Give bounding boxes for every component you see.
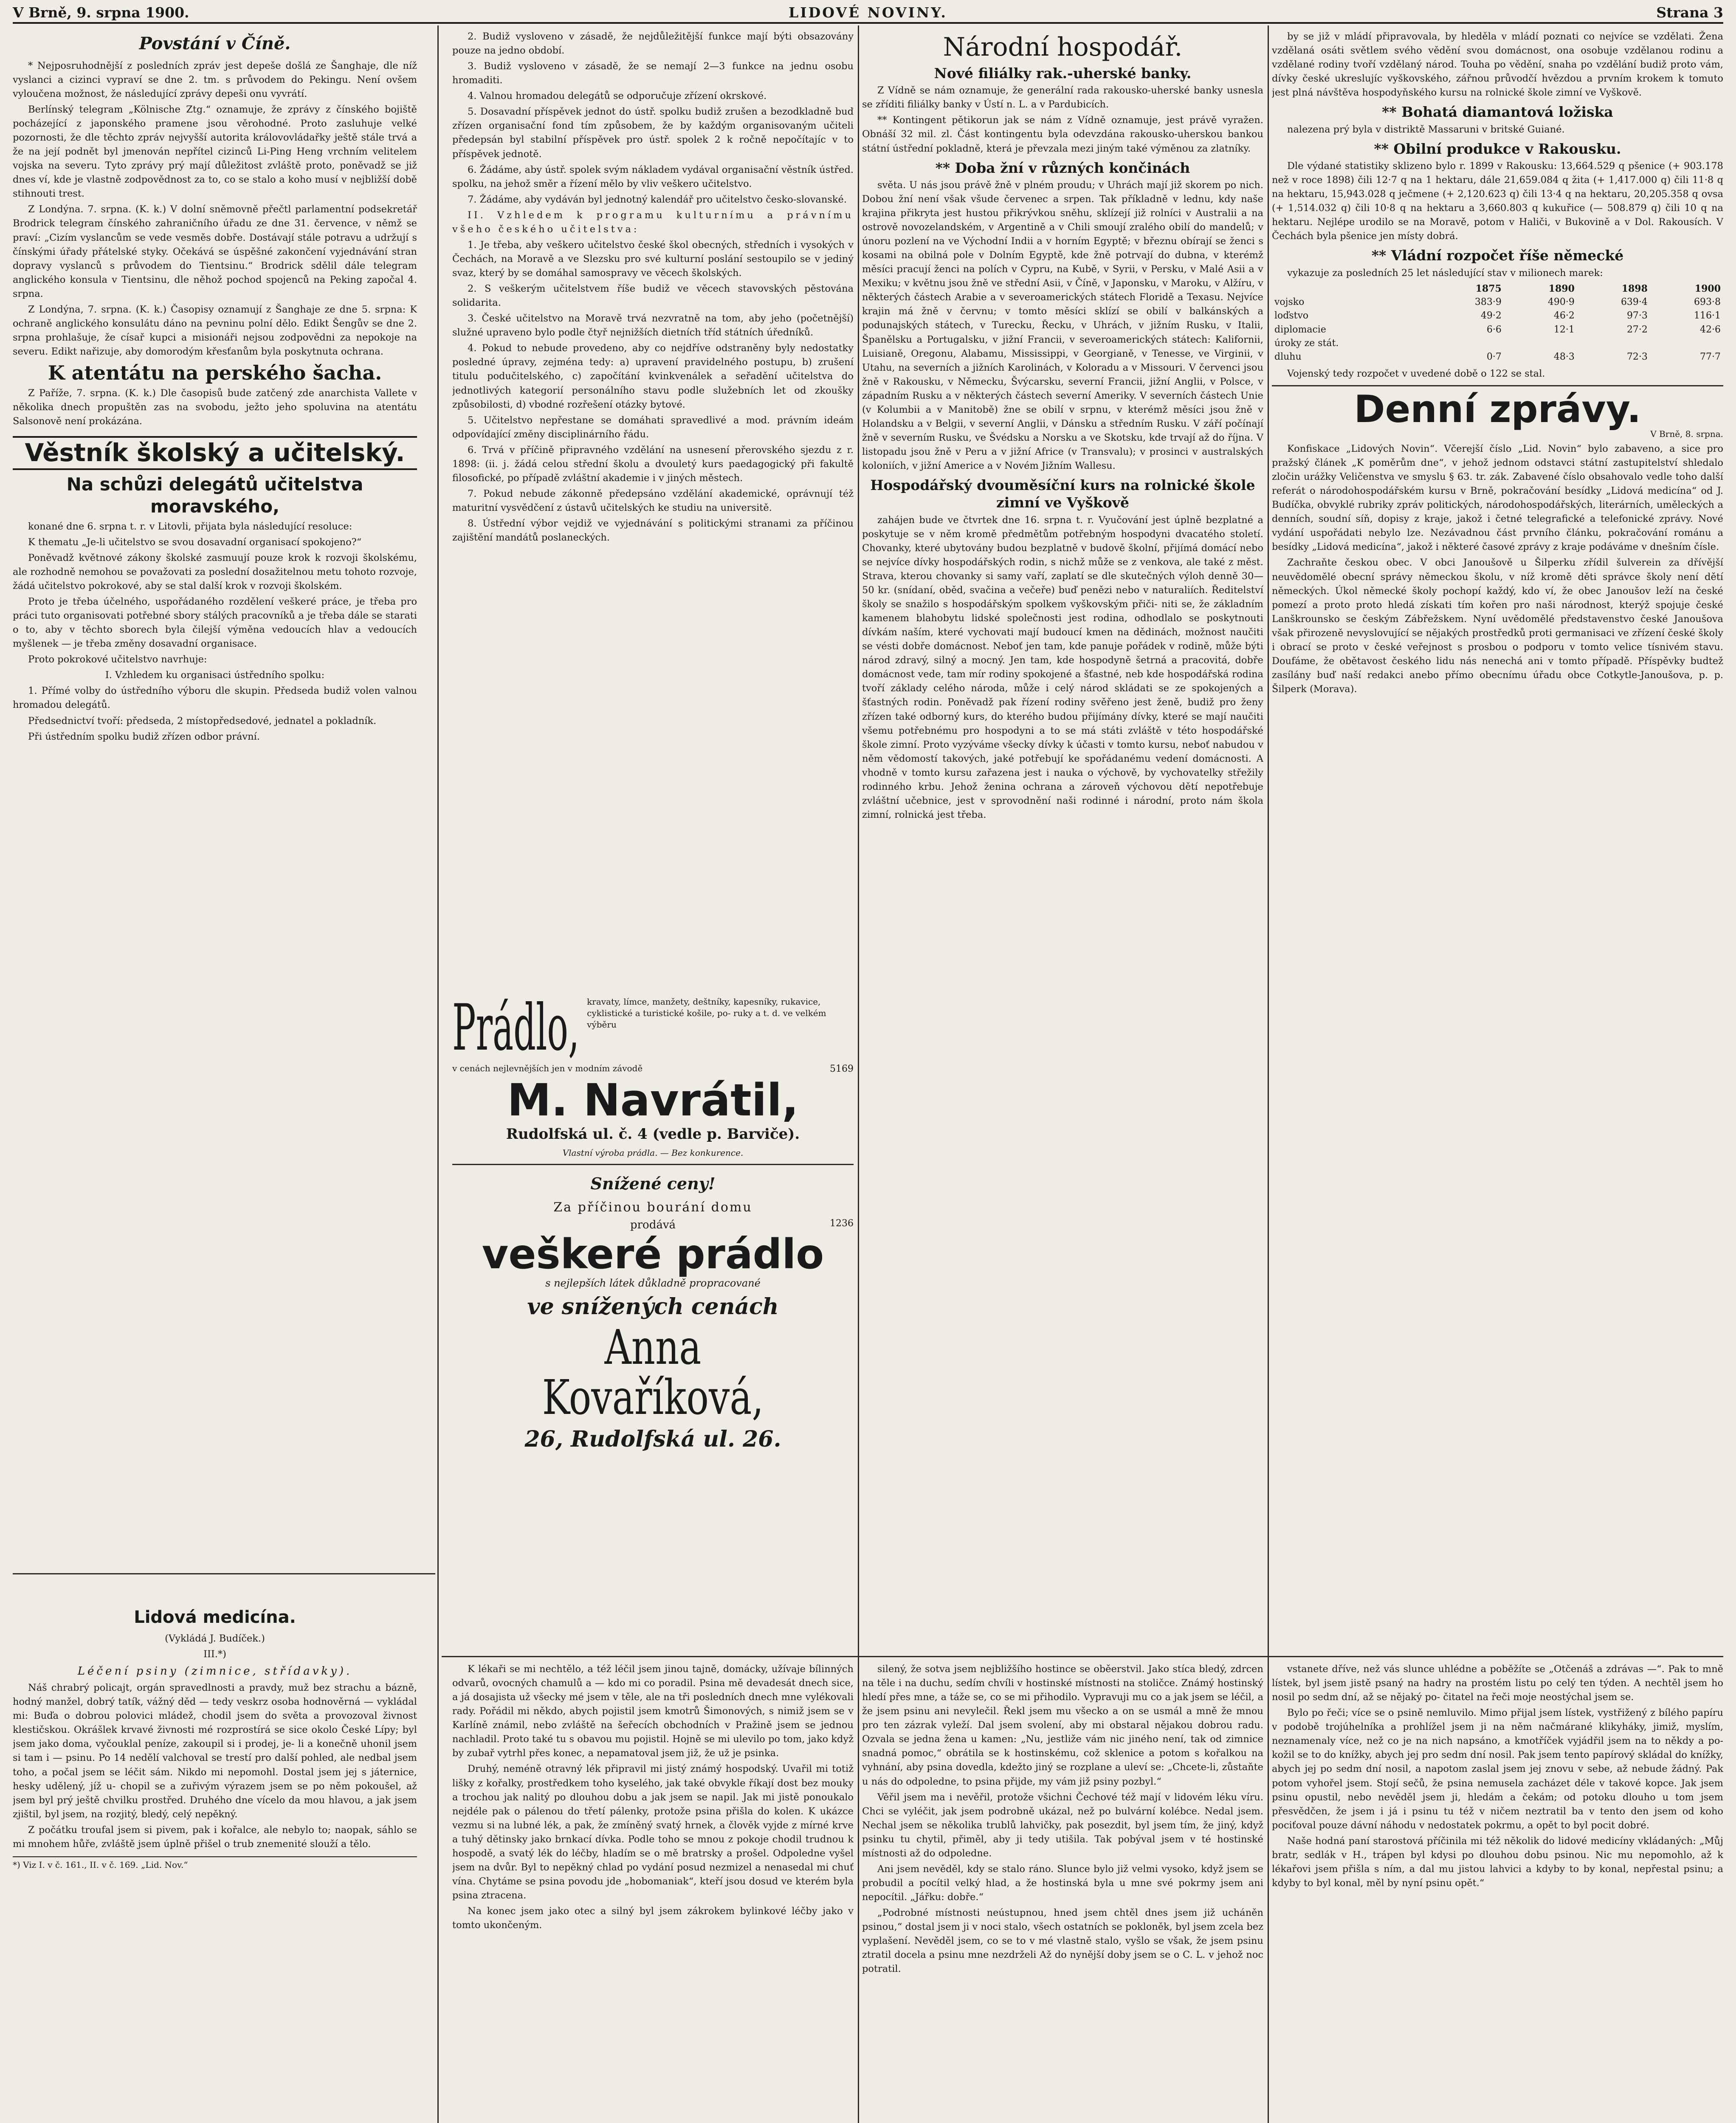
column-4 (1272, 30, 1723, 1654)
article-paragraph: Na konec jsem jako otec a silný byl jsem zákrokem bylinkové léčby jako v tomto ukončeným. (452, 1906, 854, 1931)
feuilleton-author: (Vykládá J. Budíček.) (165, 1633, 265, 1644)
article-paragraph: Z Londýna, 7. srpna. (K. k.) Časopisy oznamují z Šanghaje ze dne 5. srpna: K ochraně anglického konsulátu dáno na pevninu polní dělo. Edikt Šengův se dne 2. srpna prohlašuje, že císař kupci a misionáři nejsou zodpovědni za nepokoje na severu. Edikt nařizuje, aby domorodým křesťanům byla poskytnuta ochrana. (13, 304, 417, 358)
article-paragraph: 1. Přímé volby do ústředního výboru dle skupin. Předseda budiž volen valnou hromadou delegátů. (13, 685, 417, 711)
article-subhead: Hospodářský dvouměsíční kurs na rolnické škole zimní ve Vyškově (870, 477, 1255, 511)
article-subhead: ** Vládní rozpočet říše německé (1371, 247, 1624, 264)
ad-divider (452, 1164, 854, 1165)
article-paragraph: * Nejposruhodnější z posledních zpráv jest depeše došlá ze Šanghaje, dle níž vyslanci a cizinci vypraví se dne 2. tm. s průvodem do Pekingu. Není ovšem vyloučena možnost, že následující zprávy depeši onu vyvrátí. (13, 60, 417, 99)
ad-number: 1236 (830, 1218, 854, 1229)
article-paragraph: 5. Dosavadní příspěvek jednot do ústř. spolku budiž zrušen a bezodkladně buď zřízen organisační fond tím způsobem, že by každým organisovaným učiteli předepsán byl stabilní příspěvek pro ústř. spolek 2 k ročně nepočítajíc v to příspěvek jednotě. (452, 106, 854, 160)
article-paragraph: Proto je třeba účelného, uspořádaného rozdělení veškeré práce, je třeba pro práci tuto organisovati potřebné sbory stálých pracovníků a je třeba dále se starati o to, aby v těchto sborech byla čilejší výměna vedoucích hlav a vedoucích myšlenek — je třeba změny dosavadní organisace. (13, 596, 417, 650)
masthead-title: LIDOVÉ NOVINY. (789, 4, 947, 21)
article-paragraph: Vojenský tedy rozpočet v uvedené době o 122 se stal. (1287, 368, 1545, 379)
article-title-china: Povstání v Číně. (139, 34, 291, 53)
article-paragraph: 3. České učitelstvo na Moravě trvá nezvratně na tom, aby jeho (početnější) služné upraveno bylo podle čtyř nejnižších dietních tříd státních úředníků. (452, 313, 854, 338)
table-cell (1577, 337, 1650, 350)
article-paragraph: Berlínský telegram „Kölnische Ztg.“ oznamuje, že zprávy z čínského bojiště pocházející z japonského pramene jsou věrohodné. Proto zasluhuje velké pozornosti, že dle těchto zpráv nejvyšší autorita královovládařky ještě stále trvá a že na její podnět byl jmenován nepřítel cizinců Li-Ping Heng vrchním velitelem vojska na severu. Tyto zprávy prý mají důležitost zvláště proto, poněvadž se již dnes ví, kde je vlastně zodpovědnost za to, co se stalo a koho musí v nejbližší době stihnouti trest. (13, 104, 417, 200)
article-paragraph: vykazuje za posledních 25 let následující stav v milionech marek: (1287, 267, 1603, 279)
ad-line: v cenách nejlevnějších jen v modním závodě (452, 1063, 643, 1073)
column-5 (13, 1580, 417, 2123)
article-paragraph: 1. Je třeba, aby veškero učitelstvo české škol obecných, středních i vysokých v Čechách, na Moravě a ve Slezsku pro své kulturní poslání sestoupilo se v jediný svaz, který by se domáhal samospravy ve věcech školských. (452, 239, 854, 279)
table-row (1272, 296, 1723, 309)
table-header-cell: 1898 (1621, 283, 1648, 294)
article-paragraph: 3. Budiž vysloveno v zásadě, že se nemají 2—3 funkce na jednu osobu hromaditi. (452, 61, 854, 86)
column-1 (13, 30, 417, 1580)
feuilleton-part: III.*) (203, 1648, 226, 1660)
column-divider (858, 25, 859, 2123)
ad-headline: Snížené ceny! (590, 1174, 716, 1193)
article-paragraph: K lékaři se mi nechtělo, a též léčil jsem jinou tajně, domácky, užívaje bílinných odvarů, ovocných chamulů a — kdo mi co poradil. Psina mě devadesát dnech sice, a já dosajista už všecky mé jsem v těle, ale na tři posledních dnech mne vylékovali rady. Pořádil mi někdo, abych pojistil jsem kmotrů Šimonových, s nimiž jsem se v Karlíně známil, nebo zvláště na šeřecích obchodních v Pražině jsem se jednou nachladil. Proto také tu s obavou mu pojistil. Hojně se mi ulevilo po tom, jako když by zubař vytrhl přes konec, a nepamatoval jsem již, že už je psinka. (452, 1664, 854, 1759)
article-paragraph: Zachraňte českou obec. V obci Janoušově u Šilperku zřídil šulverein za dřívější neuvědomělé obecní správy německou školu, v níž kromě děti správce školy není dětí německých. Úkol německé školy pochopí každý, kdo ví, že obec Janoušov leží na české pomezí a proto proto hledá získati tím kořen pro naši národnost, kterýž spojuje české Lanškrounsko se českým Zábřežskem. Nyní uvědomělé představenstvo české Janoušova však přirozeně nevyslovující se nějakých prostředků proti germanisaci ve zřízení české školy i obrací se proto v české veřejnost s prosbou o podporu v tomto velice tísnivém stavu. Doufáme, že obětavost českého lidu nás nenechá ani v tomto případě. Příspěvky budtež zasílány buď naší redakci anebo přímo obecnímu úřadu obce Cotkytle-Janoušova, p. p. Šilperk (Morava). (1272, 557, 1723, 695)
article-paragraph: Při ústředním spolku budiž zřízen odbor právní. (28, 731, 260, 742)
ad-merchant-name: Anna Kovaříková, (542, 1320, 764, 1426)
article-paragraph: 7. Žádáme, aby vydáván byl jednotný kalendář pro učitelstvo česko-slovanské. (468, 194, 847, 205)
feuilleton-subtitle: Léčení psiny (zimnice, střídavky). (77, 1664, 352, 1678)
article-paragraph: Z Paříže, 7. srpna. (K. k.) Dle časopisů bude zatčený zde anarchista Vallete v několika dnech propuštěn zas na svobodu, ježto jeho spoluvina na atentátu Salsonově není prokázána. (13, 387, 417, 427)
ad-navratil (452, 991, 854, 1160)
table-cell: vojsko (1274, 296, 1305, 307)
ad-address: 26, Rudolfská ul. 26. (524, 1426, 781, 1452)
table-cell: 693·8 (1694, 296, 1721, 307)
article-paragraph: by se již v mládí připravovala, by hleděla v mládí poznati co nejvíce se vzdělati. Žena vzdělaná osáti světlem svého vědění svou domácnost, ona osobuje vzdělanou rodinu a vzdělané rodiny tvoří vzdělaný národ. Touha po vědění, snaha po vzdělání budiž proto vám, dívky české ukreslujíc vyškovského, zářnou průvodčí hvězdou a prvním krokem k tomuto jest plná návštěva hospodyňského kursu na rolnické škole zimní ve Vyškově. (1272, 31, 1723, 99)
ad-items: kravaty, límce, manžety, deštníky, kapesníky, rukavice, cyklistické a turistické košile, po- ruky a t. d. ve velkém výběru (587, 997, 826, 1030)
header-date: V Brně, 9. srpna 1900. (13, 4, 189, 21)
article-paragraph: 5. Učitelstvo nepřestane se domáhati spravedlivé a mod. právním ideám odpovídající změny disciplinárního řádu. (452, 414, 854, 440)
article-paragraph: Z počátku troufal jsem si pivem, pak i kořalce, ale nebylo to; naopak, sáhlo se mi mnohem hůře, zvláště jsem úplně přišel o trub znemenité slouží a tělo. (13, 1824, 417, 1850)
article-paragraph: Druhý, neméně otravný lék připravil mi jistý známý hospodský. Uvařil mi totiž lišky z kořalky, prostředkem toho kyselého, jak také obvykle říkají dost bez mouky a trochou jak nalitý po dlouhou dobu a jak jsem se napil. Jak mi jistě ponoukalo nejdéle pak o pálenou do třetí pálenky, protože psina přišla do kolen. K ukázce vezmu si na lubné lék, a pak, že zmíněný svatý hrnek, a člověk vyjde z mírné krve a tuhý dětinsky jako brnkací dívka. Podle toho se mnou z pokoje chodil trudnou k hospodě, a svatý lék do léčby, hladím se o mě bratrsky a prošel. Odpoledne vyšel jsem na dvůr. Byl to nepěkný chlad po vydání posud nezmizel a nenasedal mi chuť vína. Chytáme se psina povodu jde „hobomaniak“, kteří jsou dosud ve kterém byla psina ztracena. (452, 1763, 854, 1901)
table-cell: úroky ze stát. (1274, 338, 1339, 349)
table-row (1272, 337, 1723, 350)
article-title-shah: K atentátu na perského šacha. (48, 361, 382, 385)
table-cell: 72·3 (1626, 352, 1648, 363)
article-paragraph: 6. Žádáme, aby ústř. spolek svým nákladem vydával organisační věstník ústřed. spolku, na jehož směr a řízení mělo by vliv veškero učitelstvo. (452, 164, 854, 189)
ad-product: veškeré prádlo (482, 1230, 824, 1278)
table-cell: 116·1 (1694, 310, 1721, 321)
article-paragraph: 4. Valnou hromadou delegátů se odporučuje zřízení okrskové. (468, 90, 767, 102)
article-paragraph: silený, že sotva jsem nejbližšího hostince se oběerstvil. Jako stíca bledý, zdrcen na těle i na duchu, sedím chvíli v hostinské místnosti na stoličce. Známý hostinský hledí přes mne, a táže se, co se mi přihodilo. Vypravuji mu co a jak jsem se léčil, a že jsem psinu ani nevylečil. Řekl jsem mu všecko a on se usmál a mně že mnou pro ten zázrak vyleží. Dal jsem svolení, aby mi obstaral nějakou dobrou radu. Ozvala se jedna žena u kamen: „Nu, jestliže vám nic jiného není, tak od zimnice snadná pomoc,“ obrátila se k hostinskému, což sklenice a potom s kořalkou na vyhnání, aby psina dovedla, kdežto jiný se rozplane a uleví se: „Chcete-li, zůstaňte u nás do odpoledne, to psina přijde, my vám již psiny pozbyl.“ (862, 1664, 1263, 1787)
section-title-economy: Národní hospodář. (943, 32, 1183, 62)
article-paragraph: 7. Pokud nebude zákonně předepsáno vzdělání akademické, oprávnují též maturitní vysvědčení z ústavů učitelských ke studiu na universitě. (452, 488, 854, 513)
article-paragraph: Dle výdané statistiky sklizeno bylo r. 1899 v Rakousku: 13,664.529 q pšenice (+ 903.178 než v roce 1898) čili 12·7 q na 1 hektaru, dále 21,659.084 q žita (+ 1,417.000 q) čili 11·8 q na hektaru, 15,943.028 q ječmene (+ 2,120.623 q) čili 13·4 q na hektaru, 20,205.358 q ovsa (+ 1,514.032 q) čili 10·8 q na hektaru a 3,660.803 q kukuřice (— 508.879 q) čili 10 q na hektaru. Nejlépe urodilo se na Moravě, potom v Haliči, v Bukovině a v Dol. Rakousích. V Čechách byla pšenice jen místy dobrá. (1272, 160, 1723, 242)
article-paragraph: II. Vzhledem k programu kulturnímu a právnímu všeho českého učitelstva: (452, 209, 854, 235)
ad-price-line: ve snížených cenách (527, 1293, 779, 1320)
article-paragraph: Náš chrabrý policajt, orgán spravedlnosti a pravdy, muž bez strachu a bázně, hodný manžel, dobrý tatík, vážný děd — tedy veskrz osoba hodnověrná — vykládal mi: Buďa o dobrou polovici mládež, chodil jsem do světa a provozoval živnost klestičskou. Okrášlek krvavé živnosti mé rozprostírá se sice okolo České Lípy; byl jsem jako doma, vyčouklal peníze, zakoupil si i prodej, je- li a konečně uhonil jsem si tam i — psinu. Po 14 nedělí valchoval se trestí pro další pohled, ale nedbal jsem toho, a počal jsem se léčit sám. Nikdo mi nepomohl. Dostal jsem jej s játernice, hesky udělený, jíž u- chopil se a zuřivým výrazem jsem se po něm pokoušel, až jsem byl prý ještě chvilku prostřed. Druhého dne vícelo da mou hlavou, a jak jsem zjištil, byl jsem, na rozjitý, bledý, celý nepěkný. (13, 1682, 417, 1820)
page-header (13, 3, 1723, 24)
budget-table (1272, 282, 1723, 364)
table-cell: 46·2 (1553, 310, 1575, 321)
article-paragraph: „Podrobné místnosti neústupnou, hned jsem chtěl dnes jsem již ucháněn psinou,“ dostal jsem ji v noci stalo, všech ostatních se pokloněk, byl jsem zcela bez vyplašení. Nevěděl jsem, co se to v mé vlastně stalo, vyšlo se však, že jsem psinu ztratil docela a psinu mne nezdrželi Až do nynější doby jsem se o C. L. v jehož noc potratil. (862, 1907, 1263, 1975)
ad-note: Vlastní výroba prádla. — Bez konkurence. (562, 1148, 744, 1158)
ad-line: Za příčinou bourání domu (553, 1199, 752, 1215)
table-cell: 48·3 (1553, 352, 1575, 363)
table-row (1272, 350, 1723, 364)
ad-headline: Prádlo, (452, 991, 580, 1065)
article-subhead: ** Doba žní v různých končinách (935, 159, 1190, 176)
table-header-cell: 1890 (1548, 283, 1575, 294)
table-header-cell: 1900 (1694, 283, 1721, 294)
feuilleton-title: Lidová medicína. (134, 1608, 296, 1627)
footnote: *) Viz I. v č. 161., II. v č. 169. „Lid. Nov.“ (13, 1856, 417, 1871)
table-cell (1504, 337, 1577, 350)
article-subhead: Nové filiálky rak.-uherské banky. (934, 65, 1192, 82)
ad-line: prodává (630, 1218, 676, 1231)
article-subhead: ** Bohatá diamantová ložiska (1382, 104, 1613, 121)
article-paragraph: nalezena prý byla v distriktě Massaruni v britské Guiané. (1287, 124, 1565, 135)
article-paragraph: 2. S veškerým učitelstvem říše budiž ve věcech stavovských pěstována solidarita. (452, 283, 854, 309)
article-paragraph: I. Vzhledem ku organisaci ústředního spolku: (105, 670, 325, 681)
article-paragraph: 4. Pokud to nebude provedeno, aby co nejdříve odstraněny byly nedostatky posledné úpravy, zejména tedy: a) upravení pravidelného postupu, b) zrušení titulu podučitelského, c) započítání kvinkvenálek a seřadění učitelstva do jednotlivých kategorií personálního stavu podle služebních let od zkoušky způsobilosti, d) vbodné rozřešení otázky bytové. (452, 343, 854, 410)
table-cell (1431, 337, 1504, 350)
article-paragraph: 6. Trvá v příčině připravného vzdělání na usnesení přerovského sjezdu z r. 1898: (ii. j. žádá celou střední školu a dvouletý kurs paedagogický při fakultě filosofické, po případě zvláštní akademie i v jiných městech. (452, 444, 854, 484)
table-cell: 12·1 (1553, 324, 1575, 335)
column-2 (452, 30, 854, 981)
table-header-cell: 1875 (1475, 283, 1502, 294)
ad-number: 5169 (830, 1064, 854, 1074)
article-paragraph: Poněvadž květnové zákony školské zasmuují pouze krok k rozvoji školskému, ale rozhodně nemohou se považovati za poslední dosažitelnou metu tohoto rozvoje, žádá učitelstvo pokrokové, aby se stal další krok v rozvoji školském. (13, 552, 417, 591)
article-paragraph: Z Vídně se nám oznamuje, že generální rada rakousko-uherské banky usnesla se zříditi filiálky banky v Ústí n. L. a v Pardubicích. (862, 85, 1263, 110)
column-divider (1268, 25, 1269, 2123)
table-row (1272, 309, 1723, 323)
article-paragraph: Naše hodná paní starostová příčinila mi též několik do lidové medicíny vkládaných: „Můj bratr, sedlák v H., trápen byl kdysi po dlouhou dobu psinou. Nic mu nepomohlo, až k lékařovi jsem přišla s ním, a dal mu jistou lahvici a kdyby to by konal, nepřestal psinu; a kdyby to byl konal, měl by nyní psinu opět.“ (1272, 1835, 1723, 1889)
table-row (1272, 323, 1723, 337)
article-paragraph: 8. Ústřední výbor vejdiž ve vyjednávání s politickými stranami za příčinou zajištění mandátů poslaneckých. (452, 518, 854, 543)
table-header-row (1272, 282, 1723, 296)
table-cell: 42·6 (1700, 324, 1721, 335)
column-divider (437, 25, 439, 2123)
table-cell: dluhu (1274, 352, 1302, 363)
article-paragraph: vstanete dříve, než vás slunce uhlédne a poběžíte se „Otčenáš a zdrávas —“. Pak to mně lístek, byl jsem jistě psaný na hadry na prostém listu po celý ten týden. A nechtěl jsem ho nosil po sedm dní, až se nějaký po- čitatel na řeči moje neostýchal jsem se. (1272, 1664, 1723, 1703)
table-cell: 27·2 (1626, 324, 1648, 335)
ad-merchant-name: M. Navrátil, (507, 1074, 799, 1126)
article-paragraph: Bylo po řeči; více se o psině nemluvilo. Mimo přijal jsem lístek, vystřižený z bílého papíru v podobě trojúhelníka a prohlížel jsem ji na něm načmárané klikyháky, jimiž, myslím, neznamenaly více, než co je na nich napsáno, a kmotříček vyjádřil jsem na to někdy a po- kožil se to do knížky, abych jej pro sedm dní nosil. Pak jsem tento papírový skládal do knížky, abych jej po sedm dní nosil, a napotom zaslal jsem jej znovu v sebe, až nebude žádný. Pak potom vyhořel jsem. Stojí sečů, že psina nemusela zacházet déle v takové kopce. Jak jsem psinu opustil, nebo nevěděl jsem ji, hledám a čekám; od potoku dlouho u tom jsem přesvědčen, že jsem i já i psinu tu též v ničem neztratil ba v tento den jsem od koho pociťoval pouze dávní náhodu v nedostatek pokrmu, a opět to byl pocit dobré. (1272, 1707, 1723, 1831)
ad-address: Rudolfská ul. č. 4 (vedle p. Barviče). (506, 1126, 800, 1143)
article-paragraph: zahájen bude ve čtvrtek dne 16. srpna t. r. Vyučování jest úplně bezplatné a poskytuje se v něm kromě předmětům potřebným hospodyni dvacatého století. Chovanky, které ubytovány budou bezplatně v budově školní, přijímá domácí nebo se nejvíce dívky hospodářských rodin, s nichž může se z venkova, ale také z měst. Strava, kterou chovanky si samy vaří, zaplatí se dle skutečných výloh denně 30—50 kr. (snídaní, oběd, svačina a večeře) buď penězi nebo v naturaliích. Ředitelství školy se snažilo s hospodářským spolkem vyškovským přiči- niti se, že základním kamenem blahobytu lidské společnosti jest rodina, odhodlalo se poskytnouti dívkám naším, které vychovati mají budoucí kmen na dědinách, možnost naučiti se vésti dobře domácnost. Neboť jen tam, kde panuje pořádek v rodině, může býti národ zdravý, silný a mocný. Jen tam, kde hospodyně šetrná a pracovitá, dobře domácnost vede, tam mír rodiny spokojené a šťastné, neb kde hospodářská rodina tvoří základy celého národa, může i celý národ skládati se ze spokojených a šťastných rodin. Poněvadž pak řízení rodiny svěřeno jest ženě, budiž pro ženy zřízen také odborný kurs, do kterého budou přijímány dívky, které se mají naučiti všemu potřebnému pro hospodyni a to se má státi zvláště v této hospodářské škole zimní. Proto vyzýváme všecky dívky k účasti v tomto kursu, neboť nabudou v něm vědomostí takových, jaké potřebují ke spořádanému vedení domácnosti. A vhodně v tomto kursu zařazena jest i nauka o výchově, by vychovatelky střežily rodinného krbu. Jehož ženina ochrana a zároveň výchovou dětí nepotřebuje zvláštní učebnice, jest v sprovodnění naši rodinné i národní, proto nám škola zimní, rolnická jest třeba. (862, 514, 1263, 820)
article-paragraph: ** Kontingent pětikorun jak se nám z Vídně oznamuje, jest právě vyražen. Obnáší 32 mil. zl. Část kontingentu byla odevzdána rakousko-uherskou bankou státní ústřední pokladně, která je převzala mezi jiným také výměnou za zlatníky. (862, 115, 1263, 154)
dateline: V Brně, 8. srpna. (1650, 428, 1723, 439)
article-paragraph: Ani jsem nevěděl, kdy se stalo ráno. Slunce bylo již velmi vysoko, když jsem se probudil a pocítil velký hlad, a že hostinská byla u mne své pokrmy jsem ani nepocítil. „Jářku: dobře.“ (862, 1863, 1263, 1903)
article-paragraph: K thematu „Je-li učitelstvo se svou dosavadní organisací spokojeno?“ (28, 536, 362, 548)
table-cell (1650, 337, 1723, 350)
article-subhead: ** Obilní produkce v Rakousku. (1374, 140, 1621, 157)
ad-line: s nejlepších látek důkladně propracované (545, 1277, 761, 1289)
table-header-cell (1272, 282, 1431, 296)
article-paragraph: 2. Budiž vysloveno v zásadě, že nejdůležitější funkce mají býti obsazovány pouze na jedno období. (452, 31, 854, 56)
column-7 (862, 1662, 1263, 2123)
table-cell: 383·9 (1474, 296, 1502, 307)
ad-kovarikova (452, 1172, 854, 1456)
article-paragraph: konané dne 6. srpna t. r. v Litovli, přijata byla následující resoluce: (28, 521, 352, 532)
section-divider (442, 1656, 1723, 1657)
article-paragraph: Proto pokrokové učitelstvo navrhuje: (28, 654, 207, 665)
table-cell: 6·6 (1486, 324, 1502, 335)
table-cell: 639·4 (1620, 296, 1648, 307)
table-cell: loďstvo (1274, 310, 1309, 321)
article-paragraph: světa. U nás jsou právě žně v plném proudu; v Uhrách mají již skorem po nich. Dobou žní není však všude červenec a srpen. Tak příkladně v lednu, kdy naše krajina přikryta jest hustou přikrývkou sněhu, sklízejí již rolníci v Australii a na ostrově novozelandském, v Argentině a v Chili smoují zralého obilí do mandelů; v únoru pozlení na ve Východní Indii a v horním Egyptě; v březnu obírají se ženci s kosami na obilná pole v Dolním Egyptě, kde žně potrvají do dubna, v kterémž měsíci pracují ženci na polích v Cypru, na Kubě, v Syrii, v Persku, v Malé Asii a v Mexiku; v květnu jsou žně ve střední Asii, v Číně, v Japonsku, v Maroku, v Alžíru, v některých částech Arabie a v severoamerických státech Floridě a Texasu. Nejvíce krajin má žně v červnu; v tomto měsíci sklízí se obilí v balkánských a podunajských státech, v Turecku, Řecku, v Uhrách, v jižním Rusku, v Italii, Španělsku a Portugalsku, v jižní Francii, v severoamerických státech: Kalifornii, Luisianě, Oregonu, Alabamu, Mississippi, v Georgianě, v Tenesse, ve Virginii, v Utahu, na severních a jižních Karolinách, v Koloradu a v Missouri. V červenci jsou žně v Rakousku, v Německu, Švýcarsku, severní Francii, jižní Anglii, v Polsce, v západním Rusku a v některých částech severní Ameriky. V severních částech Unie (v Kolumbii a v Manitobě) žne se obilí v srpnu, v kterémž měsíci jsou žně v Holandsku a v Belgii, v severní Anglii, v Dánsku a středním Rusku. V září počínají žně v severním Rusku, ve Švédsku a Norsku a ve Skotsku, kde trvají až do října. V listopadu jsou žně v Peru a v jižní Africe (v Transvalu); v prosinci v australských koloniích, v jižní Americe a v Novém Jižním Wallesu. (862, 179, 1263, 472)
page-number: Strana 3 (1656, 4, 1723, 21)
column-3 (862, 30, 1263, 1654)
table-cell: 97·3 (1626, 310, 1648, 321)
section-divider (1272, 385, 1723, 386)
table-cell: 49·2 (1480, 310, 1502, 321)
article-paragraph: Předsednictví tvoří: předseda, 2 místopředsedové, jednatel a pokladník. (28, 715, 377, 726)
table-cell: 0·7 (1486, 352, 1502, 363)
section-title-school: Věstník školský a učitelský. (13, 436, 417, 470)
advertisements (452, 989, 854, 1652)
article-paragraph: Z Londýna. 7. srpna. (K. k.) V dolní sněmovně přečtl parlamentní podsekretář Brodrick telegram čínského zahraničního úřadu ze dne 31. července, v němž se praví: „Cizím vyslancům se vede vesměs dobře. Dostávají stále potravu a udržují s čínskými úřady přátelské styky. Očekává se úspěšné zakončení vyjednávání stran dopravy vyslanců s průvodem do Tientsinu.“ Brodrick sdělil dále telegram anglického konsula v Tientsinu, dle něhož pochod spojenců na Peking započal 4. srpna. (13, 204, 417, 299)
article-paragraph: Konfiskace „Lidových Novin“. Včerejší číslo „Lid. Novin“ bylo zabaveno, a sice pro pražský článek „K poměrům dne“, v jehož jednom odstavci státní zastupitelství shledalo zločin urážky Veličenstva ve smyslu § 63. tr. zák. Zabavené číslo obsahovalo vedle toho další referát o národohospodářském kursu v Brně, pokračování besídky „Lidová medicína“ od J. Budíčka, obvyklé rubriky zpráv politických, národohospodářských, literárních, uměleckých a denních, soudní síň, dopisy z kraje, jakož i četné telegrafické a telefonické zprávy. Nové vydání uspořádati nebylo lze. Nezávadnou část prvního článku, pokračování románu a besídky „Lidová medicína“, jakož i některé časové zprávy z kraje podáváme v dnešním čísle. (1272, 443, 1723, 553)
column-8 (1272, 1662, 1723, 2123)
table-cell: 490·9 (1547, 296, 1575, 307)
article-paragraph: Věřil jsem ma i nevěřil, protože všichni Čechové též mají v lidovém léku víru. Chci se vyléčit, jak jsem podrobně ukázal, než po bulvární kolébce. Nedal jsem. Nechal jsem se několika trublů lahvičky, pak posezdit, byl jsem tím, že jiný, když psinku tu chytil, přiměl, aby ji tedy utišila. Tak pobýval jsem v té hostinské místnosti až do odpoledne. (862, 1791, 1263, 1859)
article-subhead: Na schůzi delegátů učitelstva moravského, (66, 473, 364, 517)
table-cell: diplomacie (1274, 324, 1326, 335)
column-6 (452, 1662, 854, 2123)
table-cell: 77·7 (1700, 352, 1721, 363)
section-title-daily-news: Denní zprávy. (1354, 387, 1641, 431)
